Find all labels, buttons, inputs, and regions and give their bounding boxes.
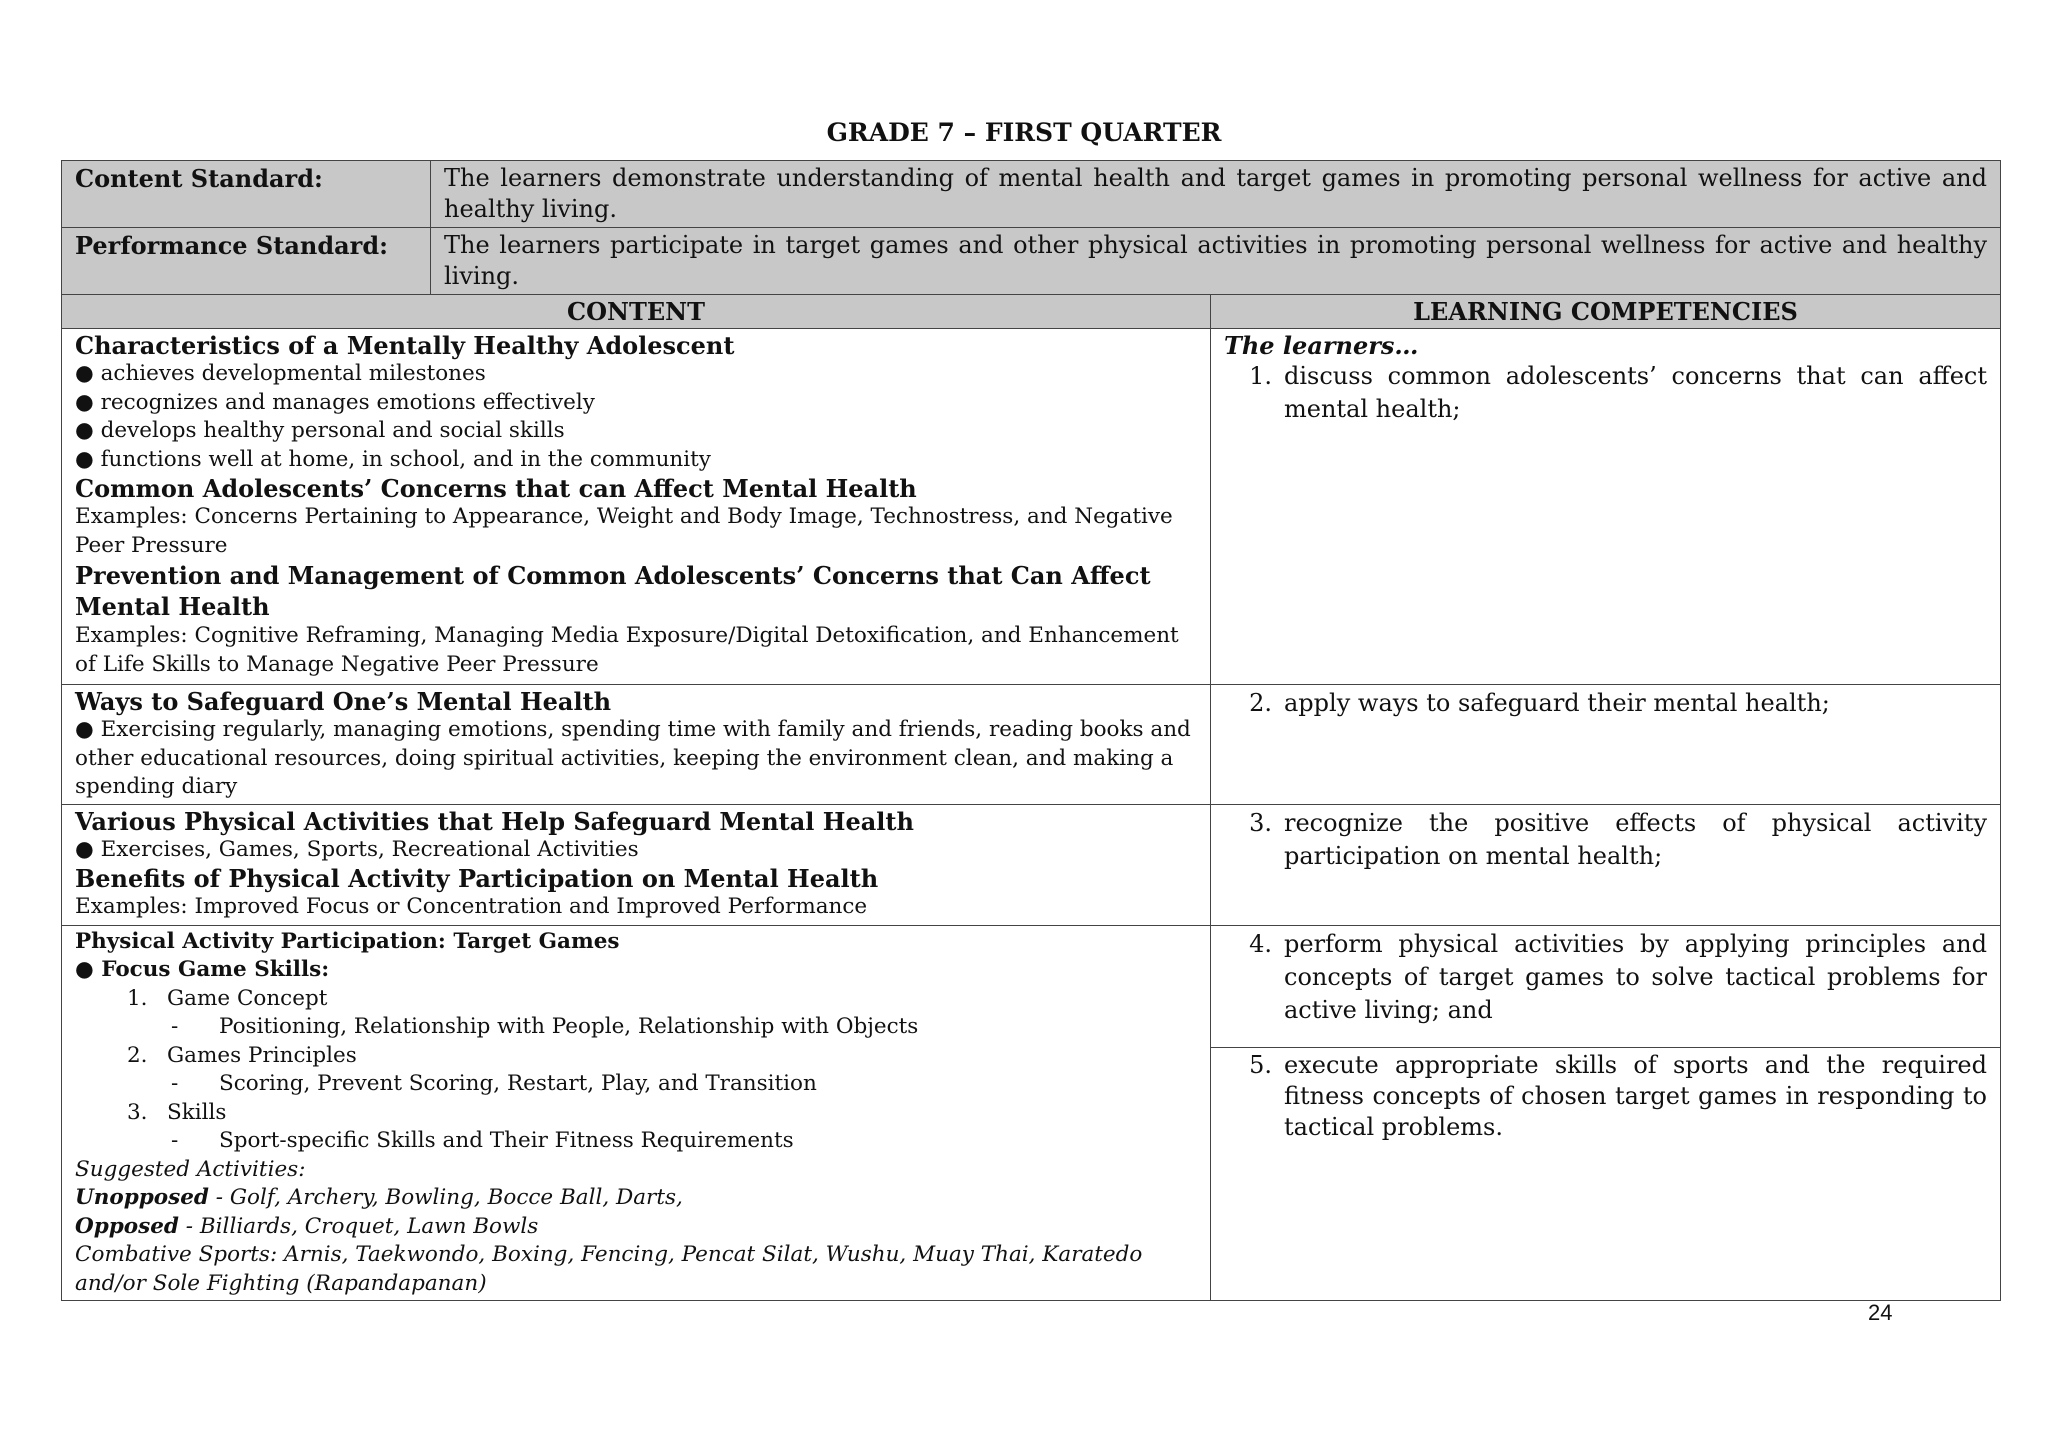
dash: -	[171, 1128, 179, 1153]
table-row	[62, 804, 2001, 925]
content-heading: Various Physical Activities that Help Safeguard Mental Health	[75, 806, 914, 836]
content-standard-row	[62, 161, 2001, 228]
suggested-activities-label: Suggested Activities:	[75, 1156, 306, 1182]
opposed-line	[75, 1213, 1197, 1242]
opposed-text: - Billiards, Croquet, Lawn Bowls	[178, 1213, 539, 1239]
content-heading: Characteristics of a Mentally Healthy Adolescent	[75, 331, 735, 360]
content-cell	[62, 925, 1211, 1301]
table-row	[62, 685, 2001, 805]
competency-item	[1224, 807, 1987, 873]
sub-item	[75, 1070, 1197, 1099]
competency-item	[1224, 360, 1987, 426]
learners-intro: The learners…	[1224, 331, 1419, 360]
competency-number: 3.	[1249, 808, 1272, 837]
list-item: ● achieves developmental milestones	[75, 361, 486, 386]
competency-item	[1224, 1050, 1987, 1143]
page-number: 24	[1868, 1300, 1893, 1325]
competency-cell	[1211, 925, 2001, 1047]
competency-text: apply ways to safeguard their mental health;	[1284, 689, 1830, 717]
sub-item-text: Positioning, Relationship with People, Relationship with Objects	[219, 1014, 919, 1039]
competency-text: discuss common adolescents’ concerns that can affect mental health;	[1284, 362, 1987, 423]
list-item: ● develops healthy personal and social skills	[75, 418, 565, 443]
item-number: 1.	[127, 985, 148, 1011]
content-heading: Benefits of Physical Activity Participation on Mental Health	[75, 864, 879, 893]
competency-item	[1224, 928, 1987, 1027]
list-item: ● functions well at home, in school, and in the community	[75, 446, 711, 472]
unopposed-label: Unopposed	[75, 1185, 209, 1210]
content-text: ● Exercising regularly, managing emotions, spending time with family and friends, reading books and other educational resources, doing spiritual activities, keeping the environment clean, and making a spending diary	[75, 717, 1191, 799]
performance-standard-label: Performance Standard:	[62, 228, 431, 295]
column-header-row	[62, 295, 2001, 329]
unopposed-line	[75, 1184, 1197, 1213]
item-label: Games Principles	[167, 1042, 357, 1068]
competency-cell	[1211, 685, 2001, 805]
competency-text: recognize the positive effects of physical activity participation on mental health;	[1284, 808, 1987, 870]
performance-standard-row	[62, 228, 2001, 295]
performance-standard-text: The learners participate in target games and other physical activities in promoting personal wellness for active and healthy living.	[431, 228, 2001, 295]
competency-text: execute appropriate skills of sports and the required fitness concepts of chosen target games in responding to tactical problems.	[1284, 1050, 1987, 1141]
content-standard-text: The learners demonstrate understanding of mental health and target games in promoting personal wellness for active and healthy living.	[431, 161, 2001, 228]
competency-number: 4.	[1249, 929, 1272, 958]
list-item	[75, 1042, 1197, 1071]
competency-number: 5.	[1249, 1050, 1272, 1079]
unopposed-text: - Golf, Archery, Bowling, Bocce Ball, Darts,	[208, 1185, 683, 1210]
list-item: ● recognizes and manages emotions effectively	[75, 389, 595, 415]
competency-cell	[1211, 329, 2001, 685]
sub-item	[75, 1127, 1197, 1156]
table-row	[62, 925, 2001, 1047]
competency-cell	[1211, 1047, 2001, 1301]
list-item	[75, 985, 1197, 1014]
content-cell	[62, 329, 1211, 685]
opposed-label: Opposed	[75, 1213, 179, 1239]
curriculum-table	[61, 160, 2001, 1301]
dash: -	[171, 1014, 179, 1039]
item-label: Game Concept	[167, 985, 328, 1011]
focus-skills-heading: ● Focus Game Skills:	[75, 957, 330, 982]
combative-sports-text: Combative Sports: Arnis, Taekwondo, Boxing, Fencing, Pencat Silat, Wushu, Muay Thai, Karatedo and/or Sole Fighting (Rapandapanan)	[75, 1242, 1143, 1296]
page-title: GRADE 7 – FIRST QUARTER	[826, 118, 1222, 147]
competencies-column-header: LEARNING COMPETENCIES	[1211, 295, 2001, 329]
content-heading: Ways to Safeguard One’s Mental Health	[75, 687, 612, 716]
content-cell	[62, 685, 1211, 805]
examples-text: Examples: Concerns Pertaining to Appearance, Weight and Body Image, Technostress, and Negative Peer Pressure	[75, 504, 1173, 558]
item-number: 2.	[127, 1042, 148, 1068]
competency-cell	[1211, 804, 2001, 925]
item-number: 3.	[127, 1099, 148, 1125]
item-label: Skills	[167, 1099, 227, 1125]
content-heading: Prevention and Management of Common Adolescents’ Concerns that Can Affect Mental Health	[75, 561, 1151, 621]
competency-number: 2.	[1249, 689, 1272, 717]
competency-item	[1224, 687, 1987, 720]
content-standard-label: Content Standard:	[62, 161, 431, 228]
content-column-header: CONTENT	[62, 295, 1211, 329]
sub-item-text: Scoring, Prevent Scoring, Restart, Play, and Transition	[219, 1071, 817, 1096]
competency-number: 1.	[1249, 362, 1272, 390]
table-row	[62, 329, 2001, 685]
examples-text: Examples: Improved Focus or Concentration and Improved Performance	[75, 894, 868, 919]
competency-text: perform physical activities by applying principles and concepts of target games to solve tactical problems for active living; and	[1284, 929, 1987, 1024]
list-item: ● Exercises, Games, Sports, Recreational Activities	[75, 836, 639, 862]
examples-text: Examples: Cognitive Reframing, Managing Media Exposure/Digital Detoxification, and Enhancement of Life Skills to Manage Negative Peer Pressure	[75, 623, 1179, 677]
sub-item-text: Sport-specific Skills and Their Fitness Requirements	[219, 1128, 794, 1153]
list-item	[75, 1099, 1197, 1128]
content-heading: Physical Activity Participation: Target Games	[75, 928, 620, 954]
sub-item	[75, 1013, 1197, 1042]
dash: -	[171, 1071, 179, 1096]
content-cell	[62, 804, 1211, 925]
content-heading: Common Adolescents’ Concerns that can Affect Mental Health	[75, 474, 917, 503]
